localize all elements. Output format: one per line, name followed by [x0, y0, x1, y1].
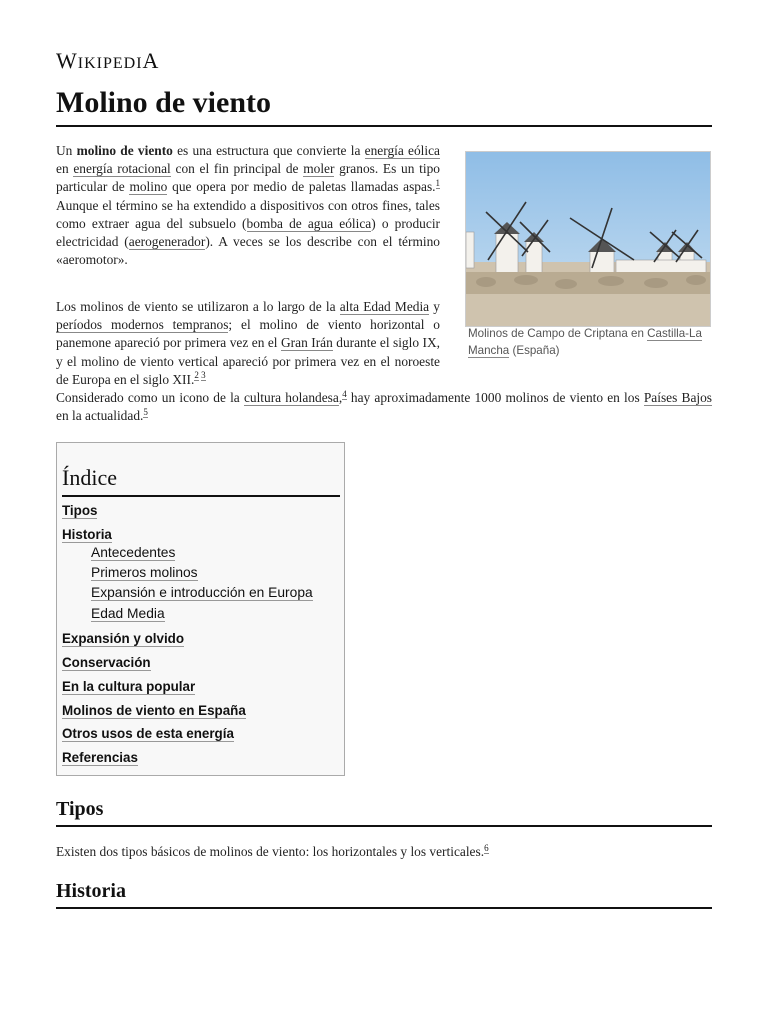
section-divider-historia [56, 907, 712, 909]
wikipedia-logo[interactable] [56, 48, 159, 74]
windmills-photo[interactable] [465, 151, 711, 327]
link-energia-eolica[interactable]: energía eólica [364, 143, 441, 158]
ref-6[interactable]: 6 [484, 842, 489, 853]
logo-letters: IKIPEDI [77, 55, 143, 72]
ref-1[interactable]: 1 [435, 177, 440, 188]
link-molino[interactable]: molino [129, 179, 168, 195]
link-bomba-agua-eolica[interactable]: bomba de agua eólica [246, 215, 372, 231]
toc-item-expansion-olvido[interactable]: Expansión y olvido [62, 631, 185, 646]
toc-item-cultura-popular[interactable]: En la cultura popular [62, 679, 196, 694]
link-gran-iran[interactable]: Gran Irán [281, 335, 333, 351]
toc-title: Índice [62, 465, 117, 490]
toc-item-antecedentes[interactable]: Antecedentes [91, 545, 176, 560]
toc-item-referencias[interactable]: Referencias [62, 750, 138, 765]
toc-divider [62, 495, 340, 497]
tipos-paragraph: Existen dos tipos básicos de molinos de viento: los horizontales y los verticales.$^6$ [56, 842, 489, 859]
toc-item-tipos[interactable]: Tipos [62, 503, 98, 518]
section-heading-tipos: Tipos [56, 798, 104, 820]
ref-2[interactable]: 2 [194, 370, 199, 381]
section-heading-historia: Historia [56, 880, 126, 902]
section-divider-tipos [56, 825, 712, 827]
link-aerogenerador[interactable]: aerogenerador [128, 234, 206, 250]
logo-letter-w: W [56, 48, 78, 73]
toc-item-edad-media[interactable]: Edad Media [91, 606, 165, 621]
toc-item-molinos-espana[interactable]: Molinos de viento en España [62, 703, 246, 718]
image-caption: Molinos de Campo de Criptana en Castilla-La Mancha (España) [468, 327, 702, 357]
logo-letter-a: A [142, 48, 160, 73]
ref-4[interactable]: 4 [342, 388, 347, 399]
link-periodos-modernos[interactable]: períodos modernos tempranos [56, 317, 229, 333]
intro-paragraph-1: Un molino de viento es una estructura que convierte la energía eólica en energía rotacional con el fin principal de moler granos. Es un tipo particular de molino que opera por medio de paletas llamadas aspas.$^1$ Aunque el término se ha extendido a dispositivos con otros fines, tales como extraer agua del subsuelo (bomba de agua eólica) o producir electricidad (aerogenerador). A veces se los describe con el término «aeromotor». [56, 143, 441, 268]
link-energia-rotacional[interactable]: energía rotacional [73, 161, 171, 177]
toc-item-conservacion[interactable]: Conservación [62, 655, 151, 670]
table-of-contents [56, 442, 345, 776]
windmills-image [466, 152, 710, 326]
link-castilla-la-mancha[interactable]: Castilla-La Mancha [468, 327, 702, 357]
link-cultura-holandesa[interactable]: cultura holandesa [243, 390, 339, 405]
link-moler[interactable]: moler [303, 161, 335, 177]
toc-item-expansion-europa[interactable]: Expansión e introducción en Europa [91, 585, 313, 600]
toc-item-historia[interactable]: Historia [62, 527, 112, 542]
intro-paragraph-2-cont: Considerado como un icono de la cultura holandesa,$^4$ hay aproximadamente 1000 molinos de viento en los Países Bajos en la actualidad.$^5$ [56, 388, 713, 424]
title-divider [56, 125, 712, 127]
toc-item-otros-usos[interactable]: Otros usos de esta energía [62, 726, 234, 741]
toc-item-primeros-molinos[interactable]: Primeros molinos [91, 565, 198, 580]
intro-paragraph-2: Los molinos de viento se utilizaron a lo largo de la alta Edad Media y períodos modernos tempranos; el molino de viento horizontal o panemone apareció por primera vez en el Gran Irán durante el siglo IX, y el molino de viento vertical apareció por primera vez en el noroeste de Europa en el siglo XII.$^{2 3}$ [56, 299, 440, 387]
bold-term: molino de viento [76, 143, 173, 158]
ref-5[interactable]: 5 [143, 406, 148, 417]
link-paises-bajos[interactable]: Países Bajos [643, 390, 713, 405]
link-alta-edad-media[interactable]: alta Edad Media [339, 299, 430, 314]
ref-3[interactable]: 3 [201, 370, 206, 381]
page-title: Molino de viento [56, 86, 271, 119]
